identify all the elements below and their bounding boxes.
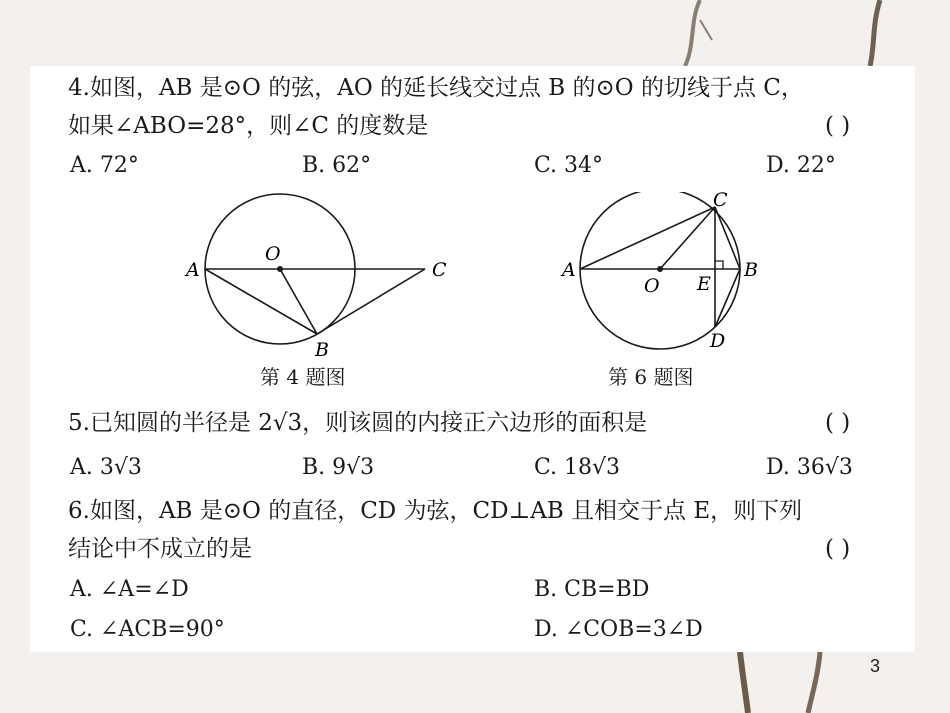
page-number: 3: [870, 656, 881, 676]
q5-option-b: B. 9√3: [302, 455, 375, 480]
q6-option-b: B. CB=BD: [534, 577, 650, 602]
fig6-label-o: O: [644, 275, 660, 297]
figure-6: [560, 192, 790, 362]
fig4-label-o: O: [265, 243, 281, 265]
q6-option-d: D. ∠COB=3∠D: [534, 617, 703, 642]
q6-option-c: C. ∠ACB=90°: [70, 617, 225, 642]
q4-answer-paren: ( ): [825, 113, 851, 139]
fig6-label-e: E: [697, 273, 711, 295]
q5-option-c: C. 18√3: [534, 455, 621, 480]
q6-option-a: A. ∠A=∠D: [70, 577, 189, 602]
q5-line1: 5.已知圆的半径是 2√3，则该圆的内接正六边形的面积是: [68, 410, 648, 436]
q4-option-a: A. 72°: [70, 153, 139, 178]
fig4-caption: 第 4 题图: [260, 365, 346, 389]
fig4-label-c: C: [432, 259, 447, 281]
q4-option-d: D. 22°: [766, 153, 836, 178]
figure-4: [180, 192, 470, 362]
q4-option-c: C. 34°: [534, 153, 604, 178]
q6-line1: 6.如图，AB 是⊙O 的直径，CD 为弦，CD⊥AB 且相交于点 E，则下列: [68, 498, 803, 524]
q6-line2: 结论中不成立的是: [68, 536, 252, 562]
q4-line2: 如果∠ABO=28°，则∠C 的度数是: [68, 113, 429, 139]
q5-option-d: D. 36√3: [766, 455, 853, 480]
fig6-label-c: C: [713, 192, 728, 211]
fig6-label-a: A: [562, 259, 576, 281]
q4-option-b: B. 62°: [302, 153, 372, 178]
q6-answer-paren: ( ): [825, 536, 851, 562]
fig6-label-b: B: [744, 259, 758, 281]
fig4-label-b: B: [315, 339, 329, 361]
q4-line1: 4.如图，AB 是⊙O 的弦，AO 的延长线交过点 B 的⊙O 的切线于点 C，: [68, 75, 804, 101]
question-sheet: [30, 66, 915, 652]
fig6-label-d: D: [710, 330, 726, 352]
fig6-caption: 第 6 题图: [608, 365, 694, 389]
fig4-label-a: A: [186, 259, 200, 281]
q5-answer-paren: ( ): [825, 410, 851, 436]
q5-option-a: A. 3√3: [70, 455, 142, 480]
